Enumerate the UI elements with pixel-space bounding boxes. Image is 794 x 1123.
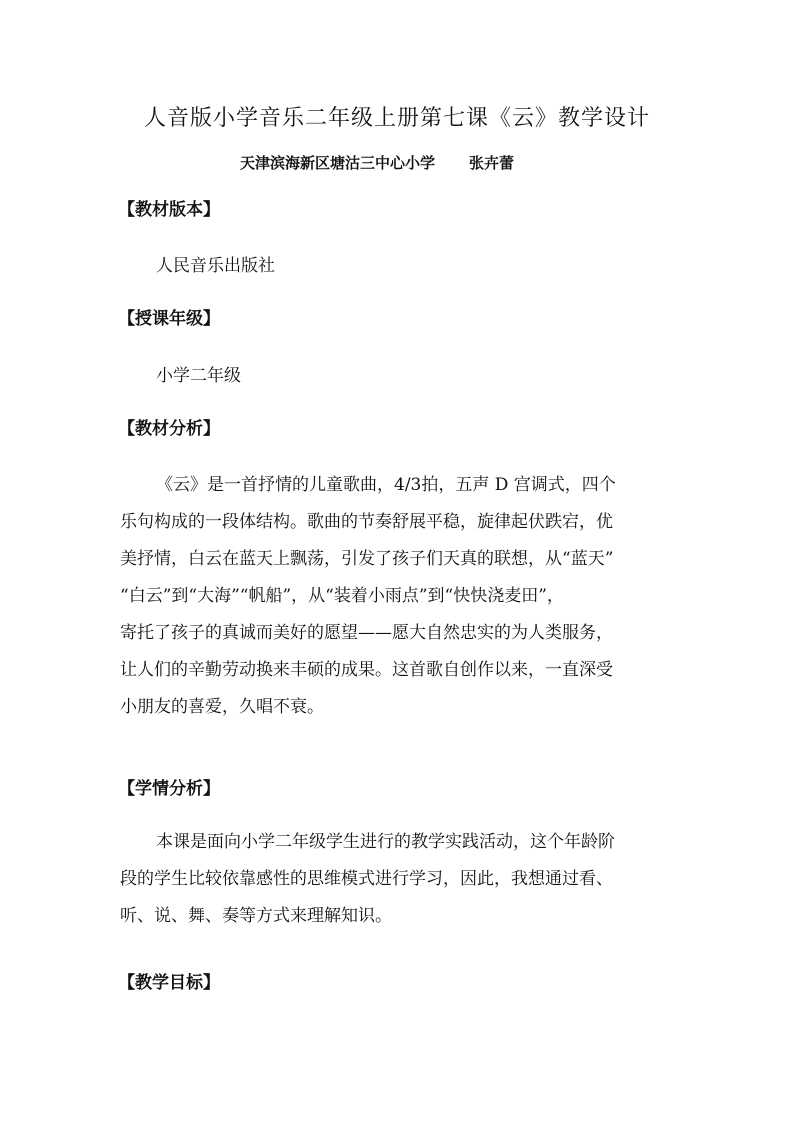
paragraph-line: 小朋友的喜爱，久唱不衰。 <box>120 697 324 717</box>
section-body-student-analysis <box>120 824 680 935</box>
paragraph-line: 本课是面向小学二年级学生进行的教学实践活动，这个年龄阶 <box>156 832 615 852</box>
section-body-edition <box>120 248 680 285</box>
paragraph-line: 听、说、舞、奏等方式来理解知识。 <box>120 906 392 926</box>
document-title: 人音版小学音乐二年级上册第七课《云》教学设计 <box>143 106 650 131</box>
author-school: 天津滨海新区塘沽三中心小学 <box>240 154 436 172</box>
section-heading-student-analysis: 【学情分析】 <box>118 779 220 799</box>
section-heading-teaching-goals: 【教学目标】 <box>118 973 220 993</box>
paragraph-line: 人民音乐出版社 <box>156 256 275 276</box>
paragraph-line: “白云”到“大海”“帆船”，从“装着小雨点”到“快快浇麦田”， <box>120 586 564 606</box>
paragraph-line: 小学二年级 <box>156 366 241 386</box>
section-heading-edition: 【教材版本】 <box>118 200 220 220</box>
paragraph-line: 段的学生比较依靠感性的思维模式进行学习，因此，我想通过看、 <box>120 869 613 889</box>
paragraph-line: 美抒情，白云在蓝天上飘荡，引发了孩子们天真的联想，从“蓝天” <box>120 549 614 569</box>
author-line <box>240 152 514 174</box>
paragraph-line: 《云》是一首抒情的儿童歌曲，4/3拍，五声 D 宫调式，四个 <box>156 475 616 495</box>
section-body-material-analysis <box>120 467 680 726</box>
section-heading-material-analysis: 【教材分析】 <box>118 419 220 439</box>
paragraph-line: 让人们的辛勤劳动换来丰硕的成果。这首歌自创作以来，一直深受 <box>120 660 613 680</box>
paragraph-line: 乐句构成的一段体结构。歌曲的节奏舒展平稳，旋律起伏跌宕，优 <box>120 512 613 532</box>
section-body-grade <box>120 358 680 395</box>
paragraph-line: 寄托了孩子的真诚而美好的愿望——愿大自然忠实的为人类服务， <box>120 623 613 643</box>
section-heading-grade: 【授课年级】 <box>118 309 220 329</box>
author-name: 张卉蕾 <box>469 154 515 172</box>
